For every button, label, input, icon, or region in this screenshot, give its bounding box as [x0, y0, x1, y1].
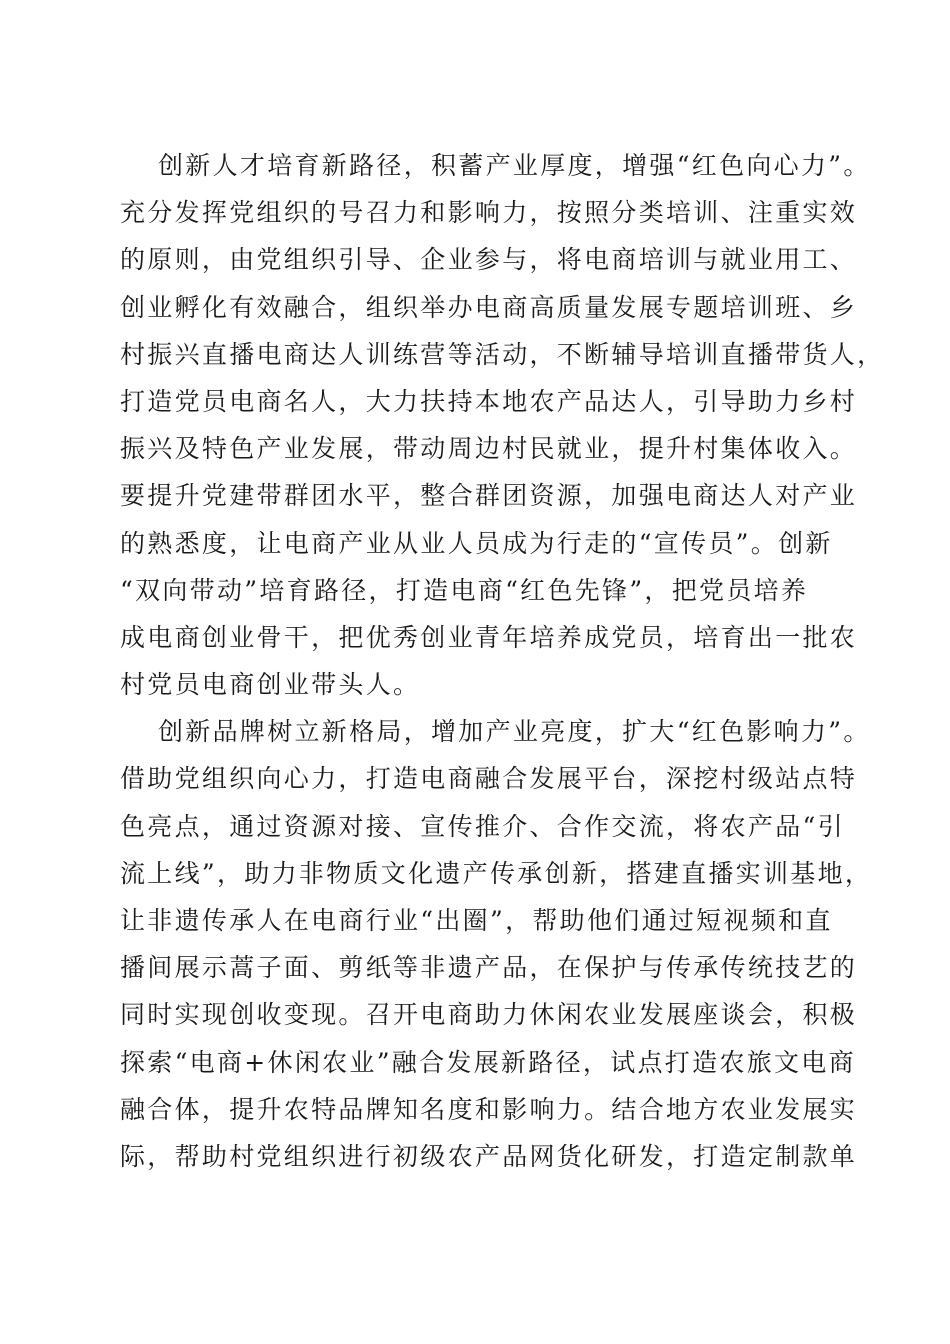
text-line: 色亮点，通过资源对接、宣传推介、合作交流，将农产品“引 — [120, 811, 845, 841]
text-line: 创新人才培育新路径，积蓄产业厚度，增强“红色向心力”。 — [158, 151, 871, 180]
body-text — [120, 142, 885, 1180]
text-line: 借助党组织向心力，打造电商融合发展平台，深挖村级站点特 — [120, 764, 858, 794]
text-line: 要提升党建带群团水平，整合群团资源，加强电商达人对产业 — [120, 481, 858, 511]
text-line: 振兴及特色产业发展，带动周边村民就业，提升村集体收入。 — [120, 434, 858, 464]
text-line: 同时实现创收变现。召开电商助力休闲农业发展座谈会，积极 — [120, 1000, 858, 1030]
text-line: 村党员电商创业带头人。 — [120, 670, 421, 700]
text-line: “双向带动”培育路径，打造电商“红色先锋”，把党员培养 — [120, 575, 809, 605]
text-line: 创新品牌树立新格局，增加产业亮度，扩大“红色影响力”。 — [158, 717, 871, 747]
paragraph-talent-cultivation — [120, 142, 885, 708]
text-line: 打造党员电商名人，大力扶持本地农产品达人，引导助力乡村 — [120, 386, 858, 416]
text-line: 的熟悉度，让电商产业从业人员成为行走的“宣传员”。创新 — [120, 528, 833, 558]
text-line: 探索“电商+休闲农业”融合发展新路径，试点打造农旅文电商 — [120, 1047, 856, 1077]
text-line: 充分发挥党组织的号召力和影响力，按照分类培训、注重实效 — [120, 198, 858, 228]
text-line: 播间展示蒿子面、剪纸等非遗产品，在保护与传承传统技艺的 — [120, 953, 858, 983]
paragraph-brand-building — [120, 708, 873, 1180]
text-line: 创业孵化有效融合，组织举办电商高质量发展专题培训班、乡 — [120, 292, 858, 322]
text-line: 融合体，提升农特品牌知名度和影响力。结合地方农业发展实 — [120, 1094, 858, 1124]
text-line: 村振兴直播电商达人训练营等活动，不断辅导培训直播带货人， — [120, 339, 885, 369]
text-line: 让非遗传承人在电商行业“出圈”，帮助他们通过短视频和直 — [120, 906, 833, 935]
text-line: 成电商创业骨干，把优秀创业青年培养成党员，培育出一批农 — [120, 622, 858, 652]
text-line: 际，帮助村党组织进行初级农产品网货化研发，打造定制款单 — [120, 1141, 858, 1171]
text-line: 流上线”，助力非物质文化遗产传承创新，搭建直播实训基地， — [120, 858, 873, 888]
text-line: 的原则，由党组织引导、企业参与，将电商培训与就业用工、 — [120, 245, 858, 275]
